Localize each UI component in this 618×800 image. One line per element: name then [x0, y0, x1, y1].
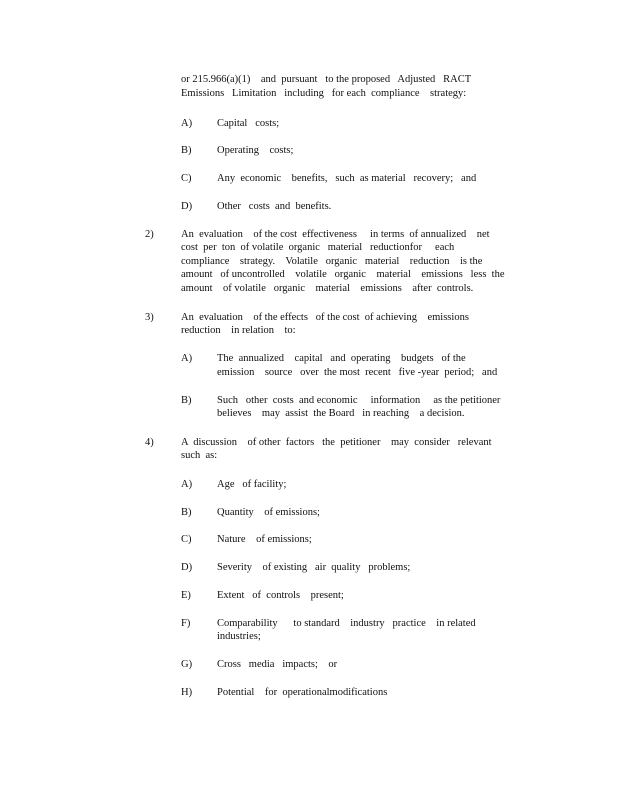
item2-line-4: amount of uncontrolled volatile organic material emissions less the	[181, 269, 505, 280]
item3-b-line-1: Such other costs and economic information as the petitioner	[217, 395, 501, 406]
item4-b-marker: B)	[181, 507, 192, 518]
item4-d-text: Severity of existing air quality problems;	[217, 562, 411, 573]
item2-line-1: An evaluation of the cost effectiveness in terms of annualized net	[181, 229, 490, 240]
item3-line-2: reduction in relation to:	[181, 325, 296, 336]
item1-a-marker: A)	[181, 118, 193, 129]
intro-line-1: or 215.966(a)(1) and pursuant to the proposed Adjusted RACT	[181, 74, 472, 85]
item3-a-marker: A)	[181, 353, 193, 364]
item1-d-text: Other costs and benefits.	[217, 201, 332, 212]
item2-line-2: cost per ton of volatile organic material reductionfor each	[181, 242, 455, 253]
item4-a-text: Age of facility;	[217, 479, 287, 490]
item3-a-line-2: emission source over the most recent five -year period; and	[217, 367, 498, 378]
item4-h-marker: H)	[181, 687, 193, 698]
item3-marker: 3)	[145, 312, 154, 323]
item1-d-marker: D)	[181, 201, 193, 212]
item3-line-1: An evaluation of the effects of the cost of achieving emissions	[181, 312, 469, 323]
item1-b-marker: B)	[181, 145, 192, 156]
item4-d-marker: D)	[181, 562, 193, 573]
item4-g-marker: G)	[181, 659, 193, 670]
item3-b-line-2: believes may assist the Board in reaching a decision.	[217, 408, 465, 419]
item4-h-text: Potential for operationalmodifications	[217, 687, 388, 698]
item2-marker: 2)	[145, 229, 154, 240]
item4-marker: 4)	[145, 437, 154, 448]
item2-line-3: compliance strategy. Volatile organic material reduction is the	[181, 256, 483, 267]
item4-e-marker: E)	[181, 590, 191, 601]
item1-b-text: Operating costs;	[217, 145, 294, 156]
item4-b-text: Quantity of emissions;	[217, 507, 320, 518]
item4-line-1: A discussion of other factors the petitioner may consider relevant	[181, 437, 492, 448]
item4-c-marker: C)	[181, 534, 192, 545]
item4-g-text: Cross media impacts; or	[217, 659, 338, 670]
item1-a-text: Capital costs;	[217, 118, 280, 129]
item1-c-marker: C)	[181, 173, 192, 184]
item4-a-marker: A)	[181, 479, 193, 490]
item1-c-text: Any economic benefits, such as material recovery; and	[217, 173, 477, 184]
item3-b-marker: B)	[181, 395, 192, 406]
item3-a-line-1: The annualized capital and operating budgets of the	[217, 353, 466, 364]
item4-c-text: Nature of emissions;	[217, 534, 312, 545]
item4-f-marker: F)	[181, 618, 191, 629]
item4-e-text: Extent of controls present;	[217, 590, 344, 601]
item4-f-line-2: industries;	[217, 631, 261, 642]
item2-line-5: amount of volatile organic material emissions after controls.	[181, 283, 474, 294]
item4-f-line-1: Comparability to standard industry practice in related	[217, 618, 476, 629]
intro-line-2: Emissions Limitation including for each compliance strategy:	[181, 88, 467, 99]
item4-line-2: such as:	[181, 450, 218, 461]
